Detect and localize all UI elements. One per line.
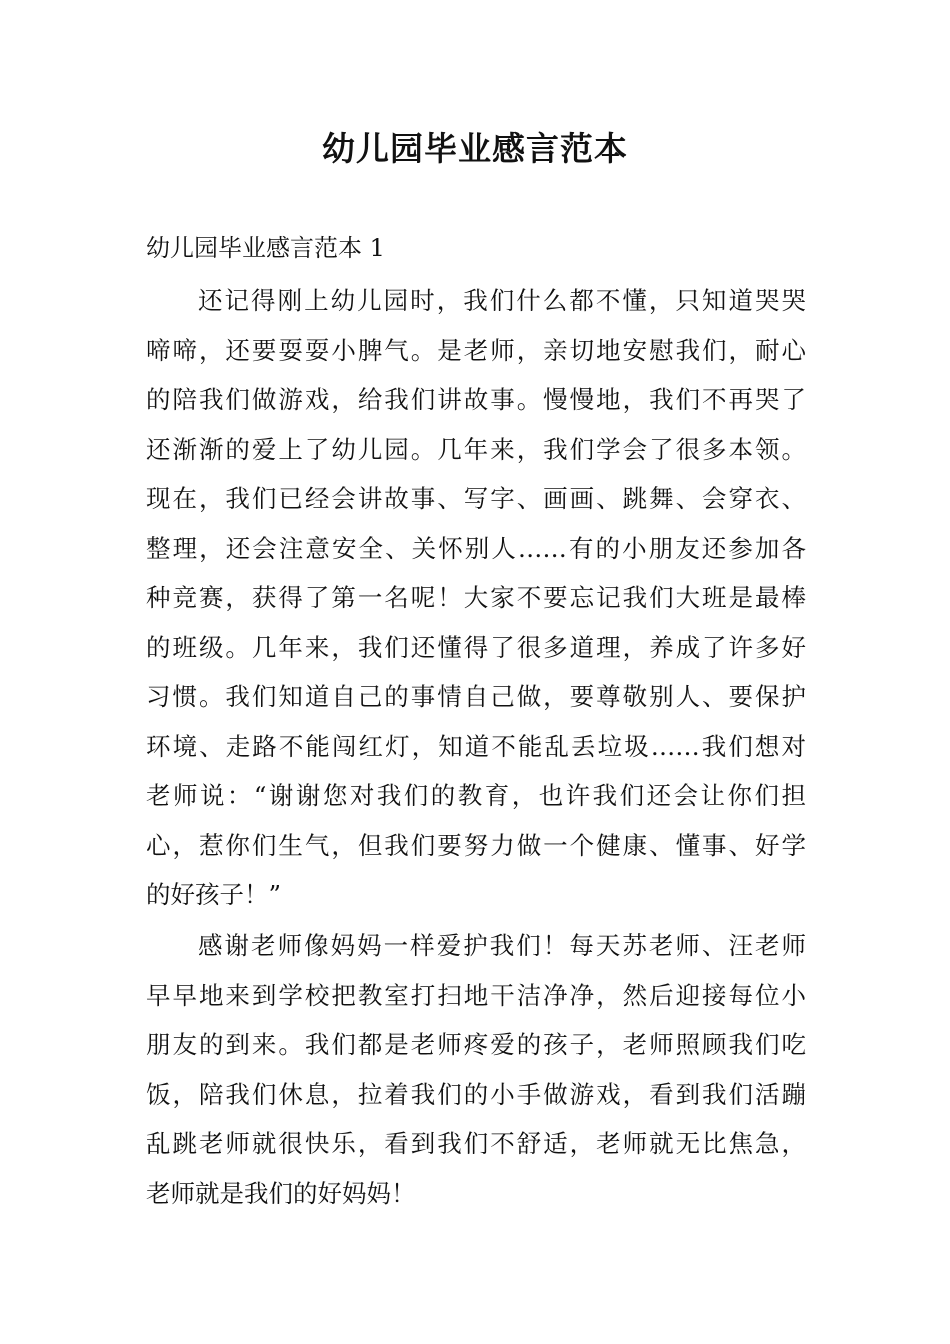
section-heading: 幼儿园毕业感言范本 1 — [146, 234, 385, 262]
paragraph-line: 饭，陪我们休息，拉着我们的小手做游戏，看到我们活蹦 — [146, 1079, 806, 1109]
paragraph-line: 还渐渐的爱上了幼儿园。几年来，我们学会了很多本领。 — [146, 434, 806, 464]
document-title: 幼儿园毕业感言范本 — [322, 129, 628, 168]
paragraph-2 — [146, 921, 806, 1218]
paragraph-line: 感谢老师像妈妈一样爱护我们！每天苏老师、汪老师 — [198, 931, 806, 960]
paragraph-line: 老师就是我们的好妈妈！ — [146, 1178, 416, 1208]
paragraph-line: 习惯。我们知道自己的事情自己做，要尊敬别人、要保护 — [146, 682, 806, 711]
paragraph-line: 啼啼，还要耍耍小脾气。是老师，亲切地安慰我们，耐心 — [146, 335, 806, 365]
paragraph-line: 的好孩子！” — [146, 880, 282, 909]
paragraph-line: 还记得刚上幼儿园时，我们什么都不懂，只知道哭哭 — [198, 286, 806, 315]
paragraph-line: 的陪我们做游戏，给我们讲故事。慢慢地，我们不再哭了 — [146, 385, 806, 414]
paragraph-line: 整理，还会注意安全、关怀别人……有的小朋友还参加各 — [146, 533, 806, 563]
paragraph-line: 种竞赛，获得了第一名呢！大家不要忘记我们大班是最棒 — [146, 583, 806, 612]
paragraph-line: 的班级。几年来，我们还懂得了很多道理，养成了许多好 — [146, 632, 806, 662]
paragraph-line: 心，惹你们生气，但我们要努力做一个健康、懂事、好学 — [146, 830, 806, 860]
paragraph-line: 朋友的到来。我们都是老师疼爱的孩子，老师照顾我们吃 — [146, 1030, 806, 1059]
paragraph-line: 乱跳老师就很快乐，看到我们不舒适，老师就无比焦急， — [146, 1129, 806, 1158]
paragraph-line: 现在，我们已经会讲故事、写字、画画、跳舞、会穿衣、 — [146, 484, 806, 513]
paragraph-line: 老师说：“谢谢您对我们的教育，也许我们还会让你们担 — [146, 781, 806, 810]
paragraph-line: 环境、走路不能闯红灯，知道不能乱丢垃圾……我们想对 — [146, 731, 806, 761]
paragraph-1 — [146, 276, 806, 920]
paragraph-line: 早早地来到学校把教室打扫地干洁净净，然后迎接每位小 — [146, 980, 806, 1010]
